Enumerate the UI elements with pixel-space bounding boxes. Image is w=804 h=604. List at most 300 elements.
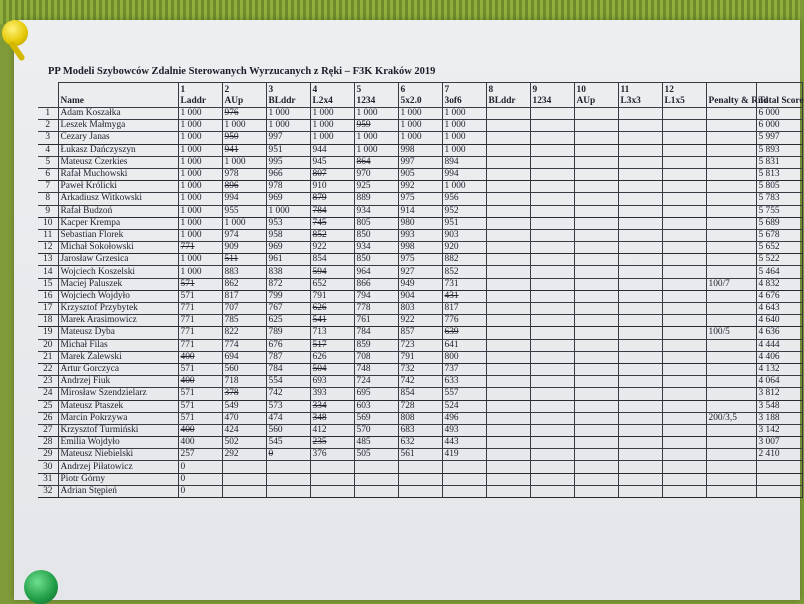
dropped-score: 334 [312, 400, 327, 411]
round-score [398, 363, 442, 375]
empty-round-cell [618, 303, 662, 315]
penalty-cell [706, 424, 756, 436]
round-score [310, 156, 354, 168]
round-score [178, 449, 222, 461]
place-number: 18 [38, 315, 58, 327]
dropped-score: 771 [180, 242, 195, 253]
place-number: 12 [38, 242, 58, 254]
round-score [266, 229, 310, 241]
round-score [442, 217, 486, 229]
round-score [310, 424, 354, 436]
score-value: 909 [224, 242, 239, 253]
score-value: 953 [268, 217, 283, 228]
empty-round-cell [618, 290, 662, 302]
empty-round-cell [662, 351, 706, 363]
total-score: 5 522 [756, 254, 802, 266]
pilot-name: Michał Filas [58, 339, 178, 351]
empty-round-cell [618, 376, 662, 388]
empty-round-cell [574, 290, 618, 302]
round-score [178, 424, 222, 436]
score-value: 707 [224, 303, 239, 314]
empty-round-cell [530, 181, 574, 193]
empty-round-cell [662, 144, 706, 156]
empty-round-cell [530, 120, 574, 132]
score-value: 927 [400, 266, 415, 277]
column-number: 4 [312, 85, 318, 95]
score-value: 732 [400, 364, 415, 375]
round-score [354, 376, 398, 388]
score-value: 676 [268, 339, 283, 350]
round-score [178, 181, 222, 193]
dropped-score: 378 [224, 388, 239, 399]
round-score [354, 400, 398, 412]
empty-round-cell [662, 229, 706, 241]
score-value: 742 [268, 388, 283, 399]
place-number: 9 [38, 205, 58, 217]
penalty-cell [706, 193, 756, 205]
round-score [442, 303, 486, 315]
score-value: 904 [400, 290, 415, 301]
round-score [222, 388, 266, 400]
penalty-cell [706, 290, 756, 302]
round-score [266, 473, 310, 485]
round-score [310, 205, 354, 217]
score-value: 393 [312, 388, 327, 399]
empty-round-cell [662, 400, 706, 412]
total-score: 4 832 [756, 278, 802, 290]
round-score [398, 168, 442, 180]
score-value: 978 [268, 181, 283, 192]
empty-round-cell [662, 327, 706, 339]
empty-round-cell [530, 290, 574, 302]
empty-round-cell [486, 363, 530, 375]
score-value: 951 [268, 144, 283, 155]
empty-round-cell [574, 193, 618, 205]
dropped-score: 571 [180, 278, 195, 289]
score-value: 955 [224, 205, 239, 216]
round-score [442, 193, 486, 205]
score-value: 1 000 [180, 169, 202, 180]
dropped-score: 864 [356, 156, 371, 167]
dropped-score: 594 [312, 266, 327, 277]
round-score [398, 132, 442, 144]
round-score [354, 327, 398, 339]
place-number: 22 [38, 363, 58, 375]
round-score [222, 217, 266, 229]
empty-round-cell [486, 144, 530, 156]
round-score [222, 168, 266, 180]
round-score [178, 363, 222, 375]
table-row [38, 400, 802, 412]
round-score [398, 254, 442, 266]
empty-round-cell [574, 144, 618, 156]
round-score [178, 473, 222, 485]
pilot-name: Kacper Krempa [58, 217, 178, 229]
table-row [38, 327, 802, 339]
score-value: 708 [356, 351, 371, 362]
column-header [398, 83, 442, 108]
empty-round-cell [486, 388, 530, 400]
pilot-name: Marcin Pokrzywa [58, 412, 178, 424]
place-number: 13 [38, 254, 58, 266]
empty-round-cell [574, 266, 618, 278]
round-score [222, 242, 266, 254]
empty-round-cell [618, 400, 662, 412]
empty-round-cell [618, 266, 662, 278]
empty-round-cell [662, 424, 706, 436]
total-score: 5 689 [756, 217, 802, 229]
place-number: 4 [38, 144, 58, 156]
empty-round-cell [486, 400, 530, 412]
score-value: 571 [180, 412, 195, 423]
round-score [354, 351, 398, 363]
empty-round-cell [662, 132, 706, 144]
round-score [442, 168, 486, 180]
place-number: 20 [38, 339, 58, 351]
round-score [266, 351, 310, 363]
dropped-score: 504 [312, 364, 327, 375]
score-value: 784 [268, 364, 283, 375]
round-score [310, 449, 354, 461]
score-value: 1 000 [400, 132, 422, 143]
pilot-name: Rafał Budzoń [58, 205, 178, 217]
score-value: 771 [180, 315, 195, 326]
table-row [38, 376, 802, 388]
score-value: 852 [444, 266, 459, 277]
score-value: 951 [444, 217, 459, 228]
pilot-name: Wojciech Koszelski [58, 266, 178, 278]
column-number: 7 [444, 85, 450, 95]
empty-round-cell [530, 437, 574, 449]
score-value: 571 [180, 400, 195, 411]
round-score [442, 339, 486, 351]
total-score: 5 678 [756, 229, 802, 241]
total-score: 5 997 [756, 132, 802, 144]
round-score [310, 351, 354, 363]
score-value: 1 000 [356, 144, 378, 155]
score-value: 1 000 [444, 181, 466, 192]
table-row [38, 120, 802, 132]
total-score [756, 485, 802, 497]
round-score [442, 290, 486, 302]
empty-round-cell [662, 437, 706, 449]
empty-round-cell [618, 449, 662, 461]
empty-round-cell [618, 217, 662, 229]
penalty-cell: 100/5 [706, 327, 756, 339]
pilot-name: Mateusz Niebielski [58, 449, 178, 461]
penalty-cell [706, 351, 756, 363]
score-value: 850 [356, 254, 371, 265]
round-score [398, 376, 442, 388]
round-score [354, 290, 398, 302]
score-value: 817 [444, 303, 459, 314]
round-score [178, 193, 222, 205]
round-score [354, 473, 398, 485]
penalty-cell [706, 132, 756, 144]
round-score [310, 217, 354, 229]
round-score [266, 132, 310, 144]
empty-round-cell [662, 315, 706, 327]
empty-round-cell [662, 290, 706, 302]
empty-round-cell [574, 254, 618, 266]
round-score [442, 376, 486, 388]
round-score [354, 156, 398, 168]
empty-round-cell [662, 485, 706, 497]
score-value: 560 [268, 424, 283, 435]
score-value: 1 000 [312, 132, 334, 143]
table-row [38, 205, 802, 217]
column-number: 11 [620, 85, 630, 95]
score-value: 854 [400, 388, 415, 399]
score-value: 1 000 [180, 229, 202, 240]
round-score [398, 193, 442, 205]
score-value: 1 000 [444, 132, 466, 143]
score-value: 0 [180, 473, 186, 484]
empty-round-cell [486, 327, 530, 339]
penalty-cell [706, 229, 756, 241]
empty-round-cell [618, 254, 662, 266]
score-value: 545 [268, 437, 283, 448]
place-number: 14 [38, 266, 58, 278]
place-number: 16 [38, 290, 58, 302]
score-value: 922 [400, 315, 415, 326]
round-score [178, 400, 222, 412]
round-score [266, 376, 310, 388]
round-score [222, 303, 266, 315]
round-score [398, 400, 442, 412]
score-value: 603 [356, 400, 371, 411]
round-score [442, 205, 486, 217]
empty-round-cell [618, 229, 662, 241]
round-score [354, 449, 398, 461]
pilot-name: Mirosław Szendzielarz [58, 388, 178, 400]
pilot-name: Jarosław Grzesica [58, 254, 178, 266]
table-row [38, 363, 802, 375]
round-score [442, 315, 486, 327]
empty-round-cell [662, 156, 706, 168]
score-value: 934 [356, 205, 371, 216]
score-value: 1 000 [356, 108, 378, 119]
score-value: 748 [356, 364, 371, 375]
penalty-cell [706, 266, 756, 278]
empty-round-cell [486, 461, 530, 473]
round-score [398, 181, 442, 193]
round-score [178, 485, 222, 497]
column-label: L3x3 [620, 96, 641, 106]
score-value: 561 [400, 449, 415, 460]
score-value: 1 000 [180, 266, 202, 277]
empty-round-cell [618, 339, 662, 351]
column-number: 8 [488, 85, 494, 95]
round-score [310, 315, 354, 327]
score-value: 903 [444, 229, 459, 240]
round-score [354, 461, 398, 473]
score-value: 1 000 [180, 205, 202, 216]
round-score [266, 327, 310, 339]
round-score [222, 254, 266, 266]
round-score [310, 254, 354, 266]
score-value: 910 [312, 181, 327, 192]
round-score [222, 437, 266, 449]
table-row [38, 449, 802, 461]
score-value: 794 [356, 290, 371, 301]
score-value: 882 [444, 254, 459, 265]
score-value: 693 [312, 376, 327, 387]
score-value: 1 000 [400, 120, 422, 131]
empty-round-cell [574, 205, 618, 217]
score-value: 969 [268, 193, 283, 204]
score-value: 774 [224, 339, 239, 350]
table-row [38, 485, 802, 497]
score-value: 737 [444, 364, 459, 375]
round-score [354, 278, 398, 290]
empty-round-cell [486, 156, 530, 168]
total-score: 5 652 [756, 242, 802, 254]
total-score: 3 188 [756, 412, 802, 424]
score-value: 0 [180, 485, 186, 496]
empty-round-cell [486, 315, 530, 327]
total-score: 6 000 [756, 108, 802, 120]
score-value: 1 000 [268, 108, 290, 119]
empty-round-cell [662, 363, 706, 375]
round-score [354, 388, 398, 400]
place-number: 7 [38, 181, 58, 193]
empty-round-cell [530, 278, 574, 290]
empty-round-cell [618, 132, 662, 144]
score-value: 573 [268, 400, 283, 411]
round-score [310, 242, 354, 254]
table-row [38, 217, 802, 229]
round-score [354, 339, 398, 351]
score-value: 966 [268, 169, 283, 180]
table-row [38, 242, 802, 254]
round-score [310, 290, 354, 302]
score-value: 1 000 [312, 108, 334, 119]
score-value: 978 [224, 169, 239, 180]
score-value: 728 [400, 400, 415, 411]
round-score [266, 363, 310, 375]
place-number: 29 [38, 449, 58, 461]
score-value: 817 [224, 290, 239, 301]
empty-round-cell [530, 473, 574, 485]
column-header [574, 83, 618, 108]
empty-round-cell [486, 485, 530, 497]
round-score [266, 290, 310, 302]
place-number: 25 [38, 400, 58, 412]
table-row [38, 461, 802, 473]
round-score [398, 205, 442, 217]
column-number: 1 [180, 85, 186, 95]
round-score [222, 120, 266, 132]
empty-round-cell [574, 217, 618, 229]
round-score [222, 363, 266, 375]
table-row [38, 156, 802, 168]
penalty-cell [706, 485, 756, 497]
empty-round-cell [618, 168, 662, 180]
score-value: 866 [356, 278, 371, 289]
round-score [310, 108, 354, 120]
round-score [178, 120, 222, 132]
empty-round-cell [486, 266, 530, 278]
score-value: 862 [224, 278, 239, 289]
empty-round-cell [574, 278, 618, 290]
score-value: 485 [356, 437, 371, 448]
score-value: 633 [444, 376, 459, 387]
round-score [266, 266, 310, 278]
round-score [398, 437, 442, 449]
score-value: 970 [356, 169, 371, 180]
round-score [442, 266, 486, 278]
column-header [222, 83, 266, 108]
dropped-score: 976 [224, 108, 239, 119]
penalty-cell [706, 388, 756, 400]
empty-round-cell [530, 266, 574, 278]
penalty-cell [706, 437, 756, 449]
empty-round-cell [574, 339, 618, 351]
score-value: 1 000 [180, 193, 202, 204]
pilot-name: Maciej Paluszek [58, 278, 178, 290]
sheet-title: PP Modeli Szybowców Zdalnie Sterowanych Wyrzucanych z Ręki – F3K Kraków 2019 [48, 66, 436, 77]
empty-round-cell [574, 120, 618, 132]
empty-round-cell [662, 217, 706, 229]
penalty-cell [706, 376, 756, 388]
penalty-cell [706, 144, 756, 156]
empty-round-cell [574, 388, 618, 400]
round-score [310, 181, 354, 193]
round-score [178, 229, 222, 241]
column-number: 3 [268, 85, 274, 95]
place-number: 6 [38, 168, 58, 180]
round-score [354, 315, 398, 327]
score-value: 496 [444, 412, 459, 423]
round-score [354, 242, 398, 254]
empty-round-cell [618, 437, 662, 449]
round-score [354, 254, 398, 266]
round-score [310, 132, 354, 144]
round-score [398, 278, 442, 290]
place-number: 3 [38, 132, 58, 144]
empty-round-cell [618, 388, 662, 400]
empty-round-cell [530, 461, 574, 473]
round-score [266, 339, 310, 351]
pilot-name: Marek Zalewski [58, 351, 178, 363]
round-score [266, 242, 310, 254]
column-header [618, 83, 662, 108]
empty-round-cell [530, 254, 574, 266]
round-score [266, 108, 310, 120]
column-label: L2x4 [312, 96, 333, 106]
dropped-score: 348 [312, 412, 327, 423]
round-score [222, 315, 266, 327]
empty-round-cell [574, 351, 618, 363]
round-score [178, 290, 222, 302]
dropped-score: 807 [312, 169, 327, 180]
total-score: 5 831 [756, 156, 802, 168]
total-score: 5 464 [756, 266, 802, 278]
score-value: 994 [224, 193, 239, 204]
score-value: 771 [180, 303, 195, 314]
place-number: 11 [38, 229, 58, 241]
column-header [38, 83, 58, 108]
empty-round-cell [486, 412, 530, 424]
total-score: 4 132 [756, 363, 802, 375]
round-score [398, 120, 442, 132]
round-score [310, 266, 354, 278]
pilot-name: Cezary Janas [58, 132, 178, 144]
empty-round-cell [530, 339, 574, 351]
round-score [222, 449, 266, 461]
score-value: 641 [444, 339, 459, 350]
